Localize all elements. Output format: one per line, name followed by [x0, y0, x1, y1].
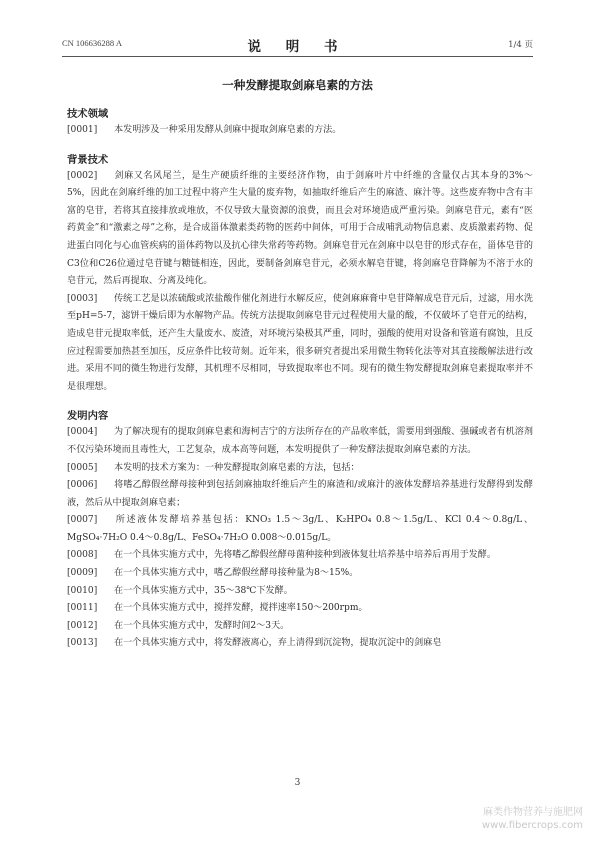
watermark-site-name: 麻类作物营养与施肥网	[483, 807, 583, 818]
header-divider	[62, 56, 533, 57]
paragraph	[67, 512, 533, 547]
paragraph	[67, 635, 533, 653]
paragraph-number: [0008]	[67, 550, 98, 561]
paragraph-number: [0002]	[67, 170, 98, 181]
paragraph-number: [0001]	[67, 125, 98, 135]
paragraph-text: 传统工艺是以浓硫酸或浓盐酸作催化剂进行水解反应，使剑麻麻膏中皂苷降解成皂苷元后，过滤，用水洗至pH=5-7，滤饼干燥后即为水解物产品。传统方法提取剑麻皂苷元过程使用大量的酸，不仅破坏了皂苷元的结构，造成皂苷元提取率低，还产生大量废水、废渣，对环境污染极其严重，同时，强酸的使用对设备和管道有腐蚀，且反应过程需要加热甚至加压，反应条件比较苛刻。近年来，很多研究者提出采用微生物转化法等对其直接酸解法进行改进。采用不同的微生物进行发酵，其机理不尽相同，导致提取率也不同。现有的微生物发酵提取剑麻皂素提取率并不是很理想。	[67, 293, 533, 392]
document-body	[67, 107, 533, 653]
paragraph-number: [0013]	[67, 638, 98, 649]
paragraph	[67, 460, 533, 478]
paragraph-number: [0010]	[67, 585, 98, 596]
paragraph-number: [0006]	[67, 480, 98, 491]
paragraph-number: [0005]	[67, 462, 98, 473]
paragraph-number: [0003]	[67, 293, 98, 304]
paragraph-number: [0011]	[67, 603, 98, 614]
page-header	[62, 36, 533, 55]
patent-number: CN 106636288 A	[62, 38, 122, 48]
paragraph-text: 本发明的技术方案为：一种发酵提取剑麻皂素的方法，包括：	[114, 462, 360, 473]
page-number: 3	[294, 778, 301, 788]
paragraph-text: 剑麻又名风尾兰，是生产硬质纤维的主要经济作物，由于剑麻叶片中纤维的含量仅占其本身的3%～5%，因此在剑麻纤维的加工过程中将产生大量的废弃物，如抽取纤维后产生的麻渣、麻汁等。这些废弃物中含有丰富的皂苷，若将其直接排放或堆放，不仅导致大量资源的浪费，而且会对环境造成严重污染。剑麻皂苷元，素有“医药黄金”和“激素之母”之称，是合成甾体激素类药物的医药中间体，可用于合成哺乳动物信息素、皮质激素药物、促进蛋白同化与心血管疾病的甾体药物以及抗心律失常药等药物。剑麻皂苷元在剑麻中以皂苷的形式存在，甾体皂苷的C3位和C26位通过皂苷键与糖链相连，因此，要制备剑麻皂苷元，必须水解皂苷键，将剑麻皂苷降解为不溶于水的皂苷元，然后再提取、分离及纯化。	[67, 170, 533, 287]
paragraph	[67, 547, 533, 565]
paragraph	[67, 583, 533, 601]
paragraph-text: 在一个具体实施方式中，将发酵液离心，弃上清得到沉淀物，提取沉淀中的剑麻皂	[114, 638, 442, 649]
paragraph	[67, 168, 533, 291]
watermark	[482, 806, 583, 832]
paragraph	[67, 600, 533, 618]
paragraph-number: [0004]	[67, 427, 98, 438]
paragraph-text: 本发明涉及一种采用发酵从剑麻中提取剑麻皂素的方法。	[114, 125, 342, 135]
paragraph-text: 在一个具体实施方式中，35～38℃下发酵。	[114, 585, 293, 596]
paragraph	[67, 565, 533, 583]
paragraph	[67, 424, 533, 459]
paragraph-text: 在一个具体实施方式中，嗜乙醇假丝酵母接种量为8～15%。	[114, 568, 359, 579]
section-heading-background: 背景技术	[67, 153, 109, 166]
paragraph	[67, 291, 533, 397]
page-of-indicator: 1/4 页	[508, 40, 533, 50]
paragraph-text: 在一个具体实施方式中，搅拌发酵，搅拌速率150～200rpm。	[114, 603, 368, 614]
paragraph-number: [0012]	[67, 620, 98, 631]
paragraph	[67, 618, 533, 636]
paragraph-text: 将嗜乙醇假丝酵母接种到包括剑麻抽取纤维后产生的麻渣和/或麻汁的液体发酵培养基进行发酵得到发酵液，然后从中提取剑麻皂素；	[67, 480, 533, 508]
paragraph	[67, 477, 533, 512]
section-heading-summary: 发明内容	[67, 410, 109, 423]
paragraph-text: 所述液体发酵培养基包括：KNO₃ 1.5～3g/L、K₂HPO₄ 0.8～1.5g/L、KCl 0.4～0.8g/L、MgSO₄·7H₂O 0.4～0.8g/L、FeSO₄·7H₂O 0.008～0.015g/L。	[67, 515, 533, 543]
doc-type-title: 说 明 书	[247, 39, 348, 55]
paragraph-text: 在一个具体实施方式中，先将嗜乙醇假丝酵母菌种接种到液体复壮培养基中培养后再用于发酵。	[114, 550, 496, 561]
paragraph-number: [0007]	[67, 515, 98, 526]
document-title: 一种发酵提取剑麻皂素的方法	[222, 78, 373, 92]
paragraph	[67, 122, 533, 140]
section-heading-technical-field: 技术领域	[67, 108, 109, 120]
watermark-url: www.fibercrops.com	[481, 820, 583, 831]
paragraph-number: [0009]	[67, 568, 98, 579]
paragraph-text: 在一个具体实施方式中，发酵时间2～3天。	[114, 620, 290, 631]
paragraph-text: 为了解决现有的提取剑麻皂素和海柯吉宁的方法所存在的产品收率低，需要用到强酸、强碱或者有机溶剂不仅污染环境而且毒性大，工艺复杂，成本高等问题，本发明提供了一种发酵法提取剑麻皂素的方法。	[67, 427, 533, 455]
